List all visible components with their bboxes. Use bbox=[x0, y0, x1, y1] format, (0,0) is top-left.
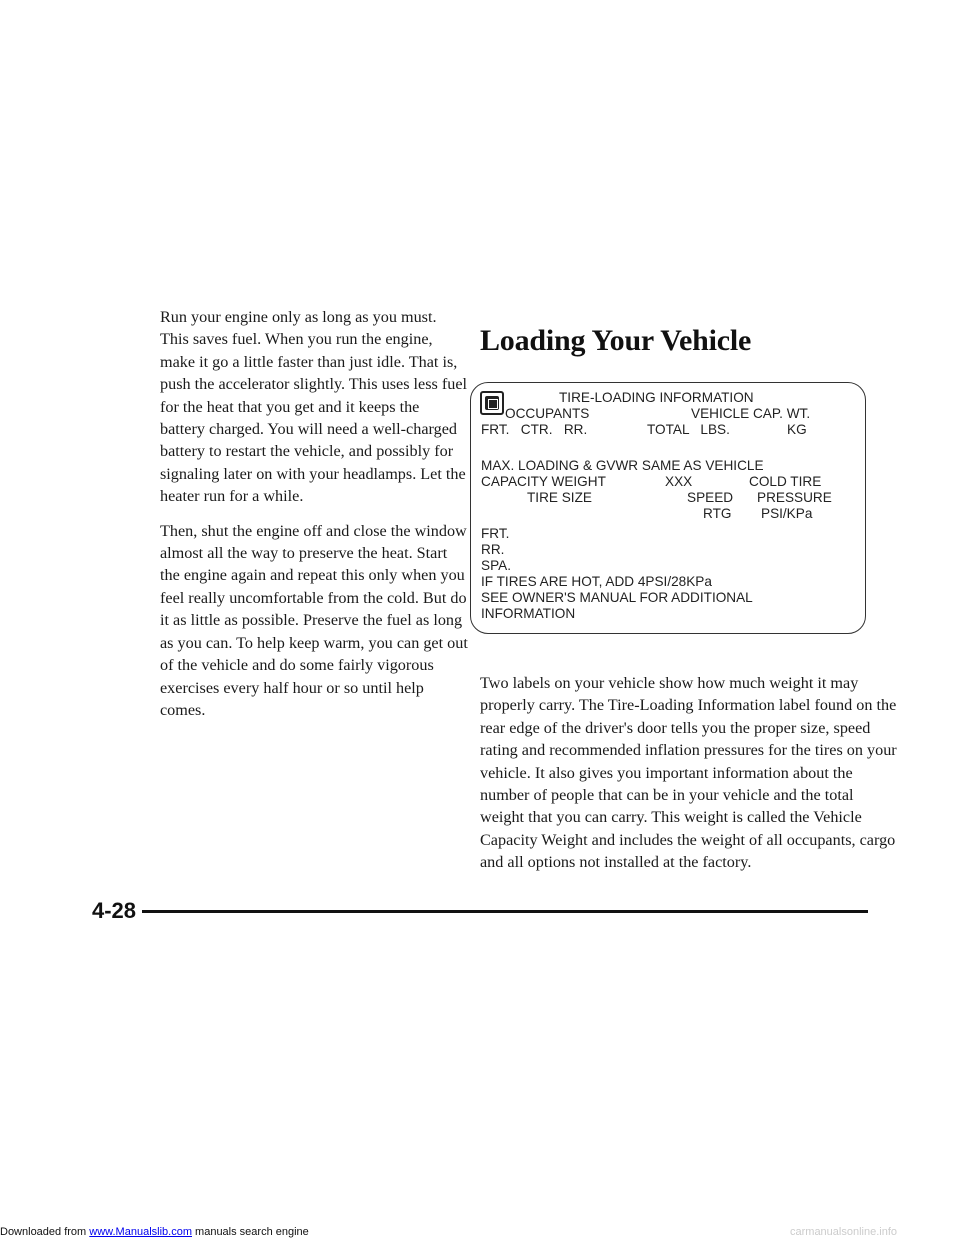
label-frt-ctr-rr: FRT. CTR. RR. bbox=[481, 422, 588, 437]
footer-suffix: manuals search engine bbox=[191, 1226, 309, 1238]
page-rule bbox=[142, 910, 868, 913]
paragraph-two-labels: Two labels on your vehicle show how much weight it may properly carry. The Tire-Loading Information label found on the rear edge of the driver's door tells you the proper size, speed rating and recommended inflation pressures for the tires on your vehicle. It also gives you important information about the number of people that can be in your vehicle and the total weight that you can carry. This weight is called the Vehicle Capacity Weight and includes the weight of all occupants, cargo and all options not installed at the factory. bbox=[480, 674, 897, 872]
label-see-manual: SEE OWNER'S MANUAL FOR ADDITIONAL bbox=[481, 590, 753, 605]
label-total-lbs: TOTAL LBS. bbox=[647, 422, 730, 437]
label-max-loading: MAX. LOADING & GVWR SAME AS VEHICLE bbox=[481, 458, 764, 473]
label-cold-tire: COLD TIRE bbox=[749, 474, 822, 489]
label-kg: KG bbox=[787, 422, 807, 437]
label-frt: FRT. bbox=[481, 526, 510, 541]
label-speed: SPEED bbox=[687, 490, 734, 505]
footer-prefix: Downloaded from bbox=[0, 1226, 90, 1238]
gm-logo-icon bbox=[480, 391, 504, 415]
label-tire-size: TIRE SIZE bbox=[527, 490, 592, 505]
label-capacity-weight: CAPACITY WEIGHT bbox=[481, 474, 606, 489]
section-heading: Loading Your Vehicle bbox=[480, 324, 752, 357]
label-xxx: XXX bbox=[665, 474, 693, 489]
page-number: 4-28 bbox=[92, 898, 137, 923]
paragraph-idling: Run your engine only as long as you must. This saves fuel. When you run the engine, make it go a little faster than just idle. That is, push the accelerator slightly. This uses less fuel for the heat that you get and it keeps the battery charged. You will need a well-charged battery to restart the vehicle, and possibly for signaling later on with your headlamps. Let the heater run for a while. bbox=[160, 308, 468, 506]
label-pressure: PRESSURE bbox=[757, 490, 832, 505]
label-spa: SPA. bbox=[481, 558, 511, 573]
right-column bbox=[480, 672, 900, 874]
label-rtg: RTG bbox=[703, 506, 732, 521]
label-occupants: OCCUPANTS bbox=[505, 406, 590, 421]
paragraph-keep-warm: Then, shut the engine off and close the window almost all the way to preserve the heat. Start the engine again and repeat this only when you feel really uncomfortable from the cold. But do it as little as possible. Preserve the fuel as long as you can. To help keep warm, you can get out of the vehicle and do some fairly vigorous exercises every half hour or so until help comes. bbox=[160, 521, 468, 719]
download-footer bbox=[0, 1226, 309, 1238]
label-vehicle-cap: VEHICLE CAP. WT. bbox=[691, 406, 811, 421]
left-column bbox=[160, 306, 468, 733]
watermark-site: carmanualsonline.info bbox=[790, 1226, 898, 1238]
tire-loading-label bbox=[470, 382, 866, 634]
manualslib-link[interactable]: www.Manualslib.com bbox=[89, 1226, 192, 1238]
label-psi-kpa: PSI/KPa bbox=[761, 506, 813, 521]
label-hot-note: IF TIRES ARE HOT, ADD 4PSI/28KPa bbox=[481, 574, 712, 589]
label-information: INFORMATION bbox=[481, 606, 576, 621]
label-title: TIRE-LOADING INFORMATION bbox=[559, 390, 754, 405]
label-rr: RR. bbox=[481, 542, 505, 557]
